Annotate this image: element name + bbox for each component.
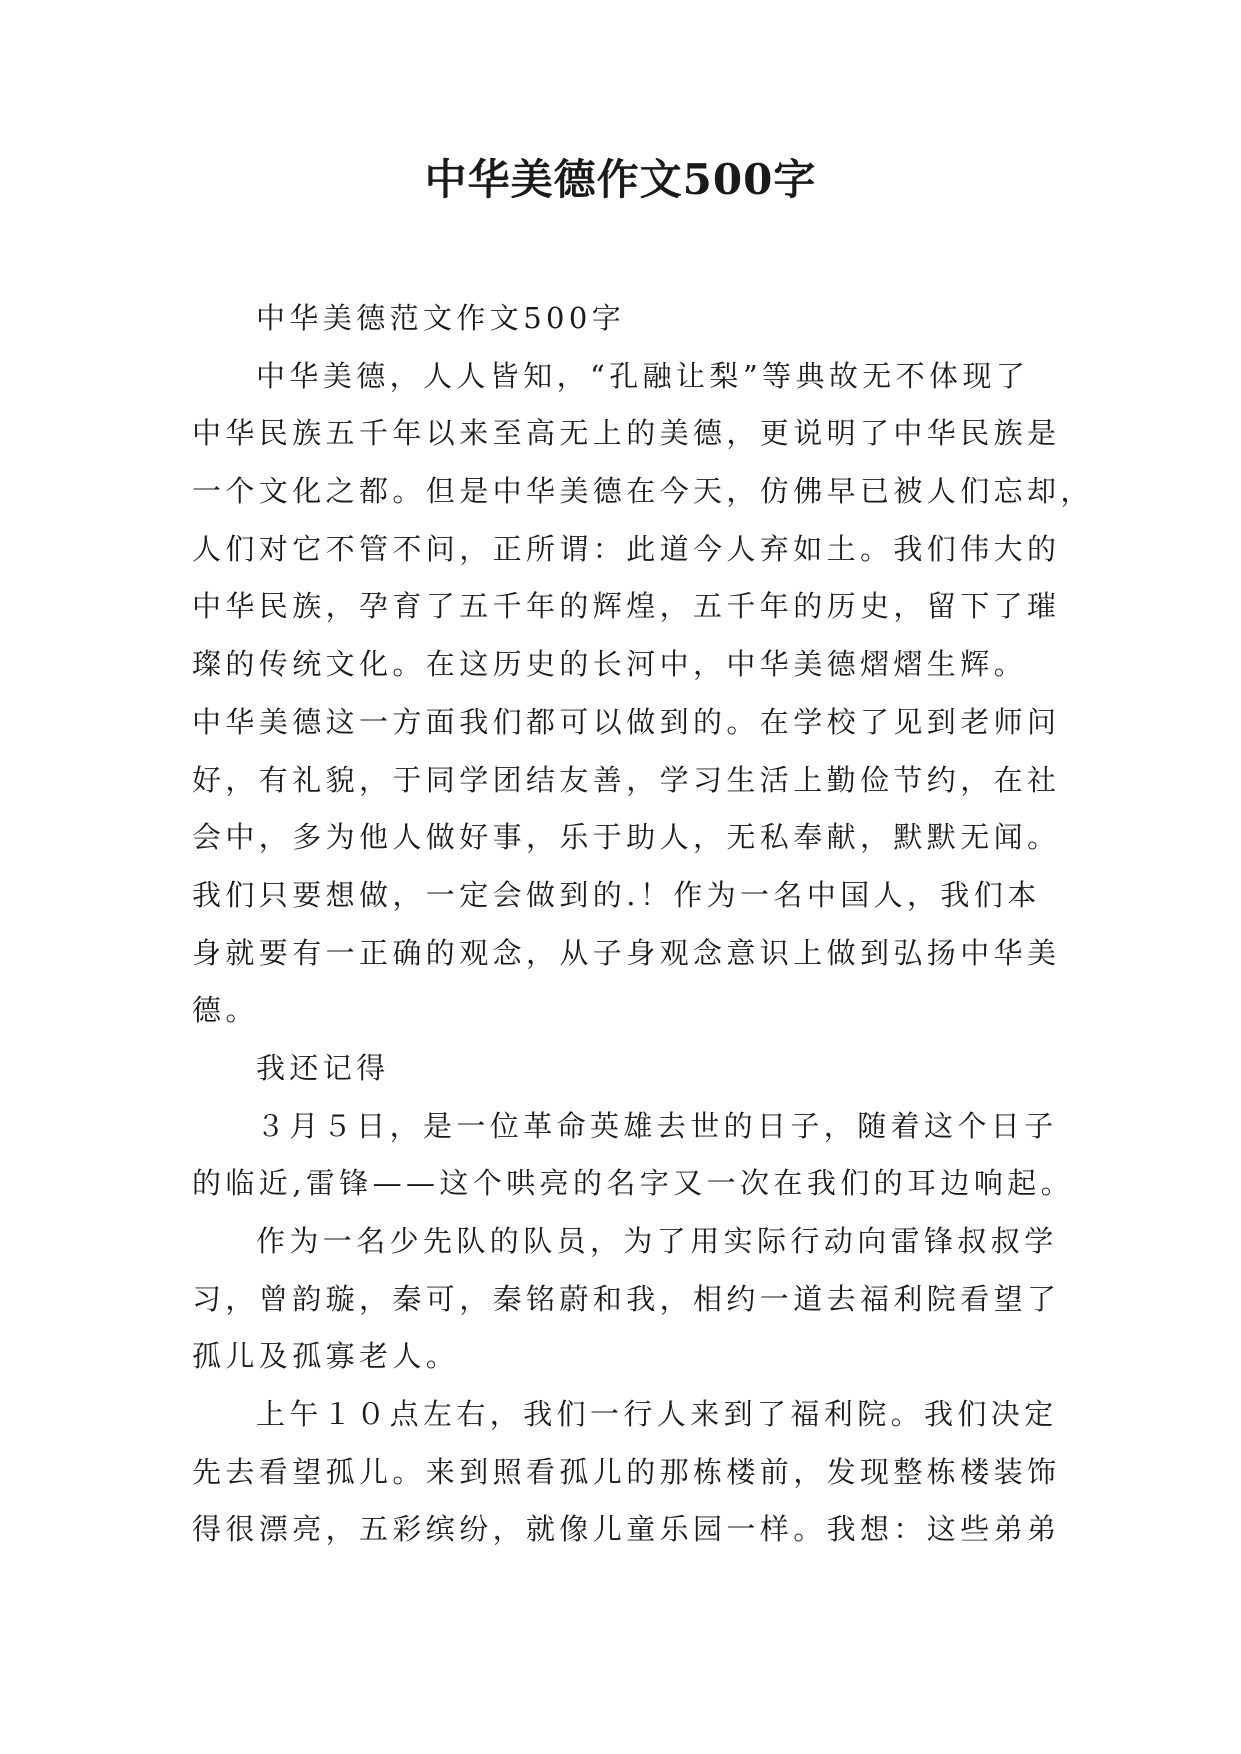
- text-line: 德。: [192, 993, 259, 1028]
- text-line: 好，有礼貌，于同学团结友善，学习生活上勤俭节约，在社: [192, 762, 1061, 797]
- text-line: 中华美德范文作文500字: [256, 301, 626, 335]
- text-line: 一个文化之都。但是中华美德在今天，仿佛早已被人们忘却，: [192, 474, 1094, 509]
- text-line: 作为一名少先队的队员，为了用实际行动向雷锋叔叔学: [256, 1224, 1058, 1258]
- text-line: 先去看望孤儿。来到照看孤儿的那栋楼前，发现整栋楼装饰: [192, 1454, 1061, 1489]
- text-line: 我们只要想做，一定会做到的.！作为一名中国人，我们本: [192, 877, 1041, 912]
- text-line: 我还记得: [256, 1050, 390, 1085]
- text-line: 中华民族五千年以来至高无上的美德，更说明了中华民族是: [192, 416, 1061, 451]
- text-line: ３月５日，是一位革命英雄去世的日子，随着这个日子: [256, 1108, 1058, 1143]
- text-line: 得很漂亮，五彩缤纷，就像儿童乐园一样。我想：这些弟弟: [192, 1512, 1061, 1547]
- text-line: 中华民族，孕育了五千年的辉煌，五千年的历史，留下了璀: [192, 589, 1061, 624]
- document-title: 中华美德作文500字: [424, 155, 817, 204]
- text-line: 中华美德这一方面我们都可以做到的。在学校了见到老师问: [192, 704, 1061, 739]
- text-line: 孤儿及孤寡老人。: [192, 1339, 460, 1374]
- text-line: 上午１０点左右，我们一行人来到了福利院。我们决定: [256, 1397, 1058, 1432]
- text-line: 习，曾韵璇，秦可，秦铭蔚和我，相约一道去福利院看望了: [192, 1281, 1061, 1316]
- text-line: 中华美德，人人皆知，“孔融让梨”等典故无不体现了: [256, 358, 1030, 393]
- text-line: 的临近,雷锋——这个哄亮的名字又一次在我们的耳边响起。: [192, 1166, 1075, 1201]
- text-line: 身就要有一正确的观念，从子身观念意识上做到弘扬中华美: [192, 935, 1061, 970]
- document-body: [192, 290, 1094, 1559]
- text-line: 人们对它不管不问，正所谓：此道今人弃如土。我们伟大的: [192, 531, 1061, 566]
- text-line: 会中，多为他人做好事，乐于助人，无私奉献，默默无闻。: [192, 820, 1061, 855]
- text-line: 璨的传统文化。在这历史的长河中，中华美德熠熠生辉。: [192, 647, 1028, 682]
